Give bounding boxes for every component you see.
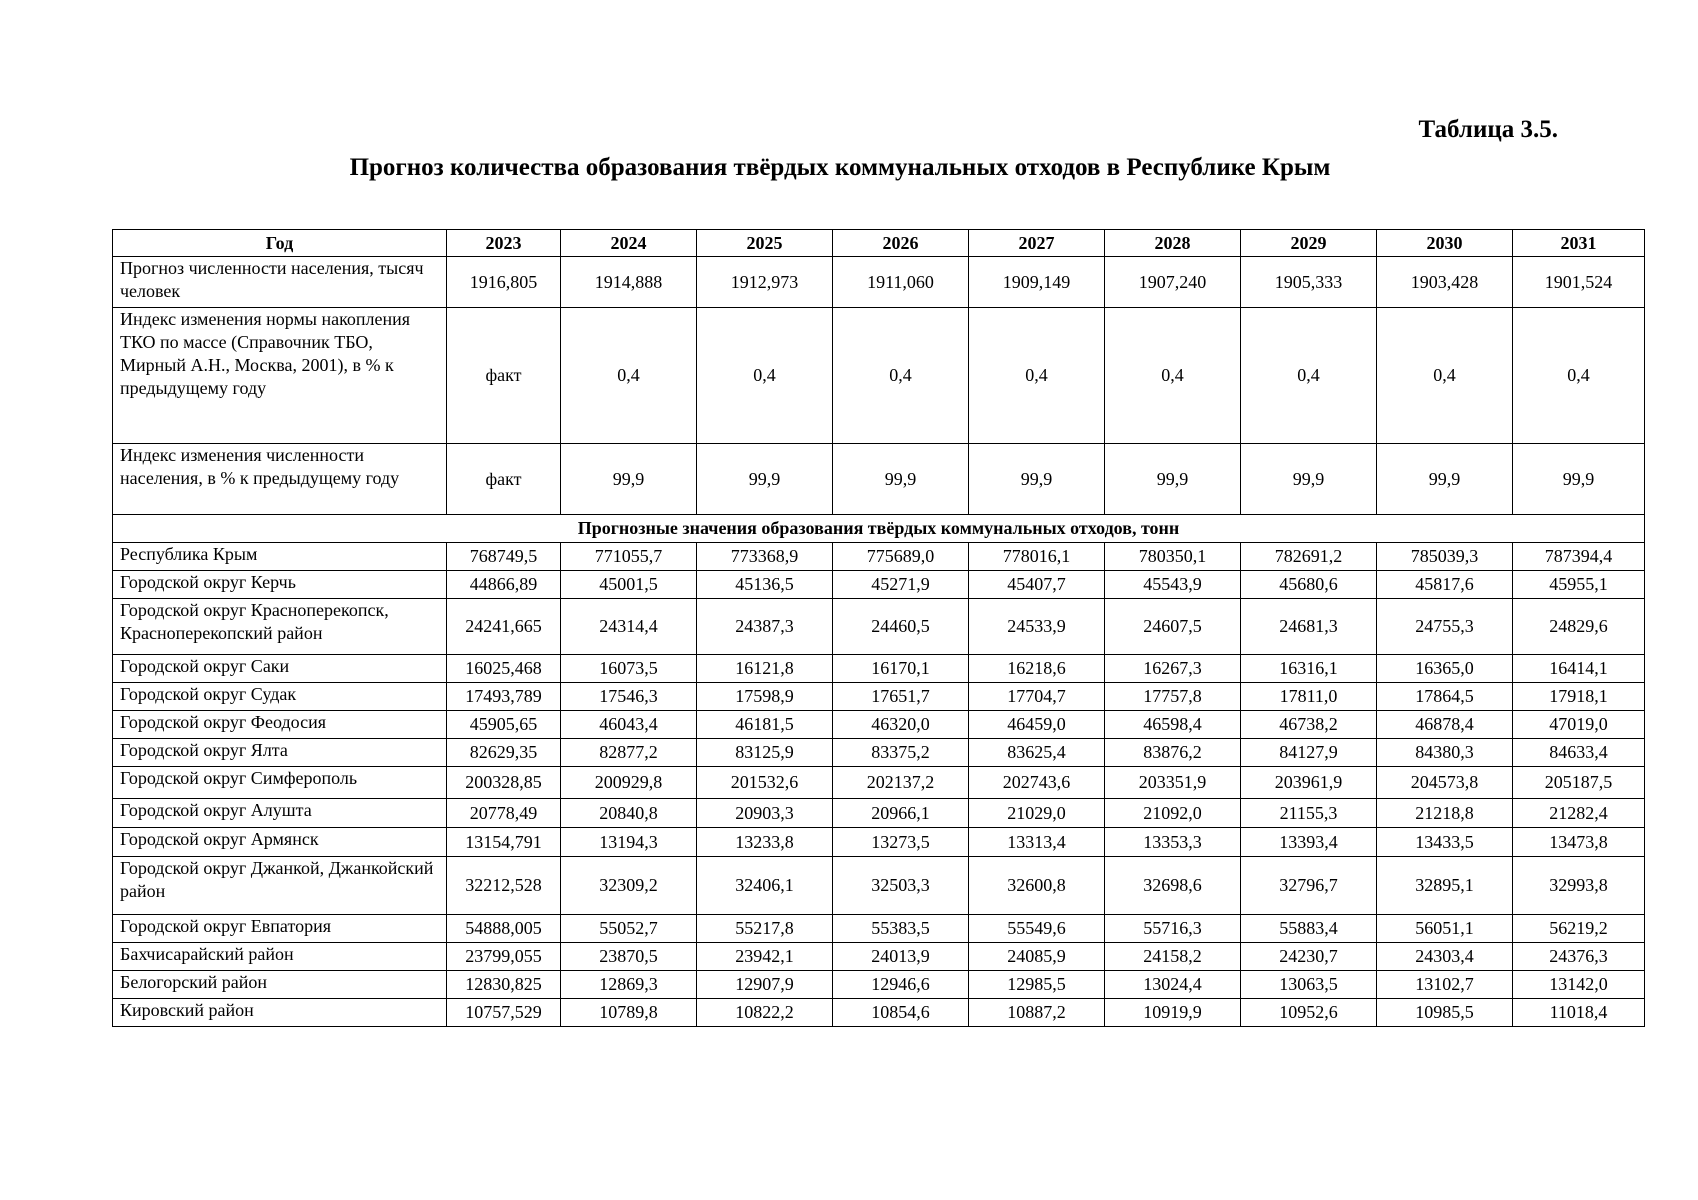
value-cell: 204573,8 [1377, 767, 1513, 799]
value-cell: 1911,060 [833, 257, 969, 308]
row-label: Городской округ Ялта [113, 739, 447, 767]
value-cell: 99,9 [1241, 444, 1377, 515]
value-cell: 205187,5 [1513, 767, 1645, 799]
value-cell: 13313,4 [969, 828, 1105, 857]
value-cell: 45271,9 [833, 571, 969, 599]
row-label: Республика Крым [113, 543, 447, 571]
table-row [113, 971, 1645, 999]
value-cell: 17864,5 [1377, 683, 1513, 711]
parameter-row [113, 257, 1645, 308]
value-cell: 775689,0 [833, 543, 969, 571]
value-cell: 201532,6 [697, 767, 833, 799]
value-cell: 46738,2 [1241, 711, 1377, 739]
value-cell: 200929,8 [561, 767, 697, 799]
value-cell: 46320,0 [833, 711, 969, 739]
value-cell: 13154,791 [447, 828, 561, 857]
header-cell-year: 2026 [833, 230, 969, 257]
value-cell: 16121,8 [697, 655, 833, 683]
value-cell: 21029,0 [969, 799, 1105, 828]
value-cell: 24376,3 [1513, 943, 1645, 971]
table-row [113, 711, 1645, 739]
row-label: Городской округ Армянск [113, 828, 447, 857]
parameter-row [113, 444, 1645, 515]
value-cell: 99,9 [1105, 444, 1241, 515]
value-cell: 16073,5 [561, 655, 697, 683]
value-cell: 0,4 [1105, 308, 1241, 444]
value-cell: 32796,7 [1241, 857, 1377, 915]
value-cell: 13063,5 [1241, 971, 1377, 999]
value-cell: 84633,4 [1513, 739, 1645, 767]
table-row [113, 828, 1645, 857]
value-cell: 17493,789 [447, 683, 561, 711]
header-cell-year: 2027 [969, 230, 1105, 257]
row-label: Белогорский район [113, 971, 447, 999]
value-cell: 0,4 [1377, 308, 1513, 444]
value-cell: 202743,6 [969, 767, 1105, 799]
value-cell: 787394,4 [1513, 543, 1645, 571]
value-cell: 203961,9 [1241, 767, 1377, 799]
value-cell: 83375,2 [833, 739, 969, 767]
value-cell: 12830,825 [447, 971, 561, 999]
value-cell: 99,9 [969, 444, 1105, 515]
value-cell: 17546,3 [561, 683, 697, 711]
value-cell: 782691,2 [1241, 543, 1377, 571]
value-cell: 45817,6 [1377, 571, 1513, 599]
value-cell: 17651,7 [833, 683, 969, 711]
header-cell-year-label: Год [113, 230, 447, 257]
row-label: Городской округ Алушта [113, 799, 447, 828]
value-cell: 12869,3 [561, 971, 697, 999]
value-cell: 768749,5 [447, 543, 561, 571]
value-cell: 56051,1 [1377, 915, 1513, 943]
value-cell: 24460,5 [833, 599, 969, 655]
value-cell: 773368,9 [697, 543, 833, 571]
value-cell: 1909,149 [969, 257, 1105, 308]
value-cell: 46459,0 [969, 711, 1105, 739]
value-cell: 32895,1 [1377, 857, 1513, 915]
row-label: Бахчисарайский район [113, 943, 447, 971]
header-cell-year: 2029 [1241, 230, 1377, 257]
value-cell: 45680,6 [1241, 571, 1377, 599]
header-cell-year: 2025 [697, 230, 833, 257]
value-cell: 21155,3 [1241, 799, 1377, 828]
value-cell: 46043,4 [561, 711, 697, 739]
header-cell-year: 2031 [1513, 230, 1645, 257]
value-cell: 0,4 [833, 308, 969, 444]
value-cell: 99,9 [697, 444, 833, 515]
value-cell: 47019,0 [1513, 711, 1645, 739]
table-row [113, 857, 1645, 915]
value-cell: 32212,528 [447, 857, 561, 915]
value-cell: 46181,5 [697, 711, 833, 739]
value-cell: 13353,3 [1105, 828, 1241, 857]
value-cell: 99,9 [1513, 444, 1645, 515]
table-row [113, 943, 1645, 971]
value-cell: 10789,8 [561, 999, 697, 1027]
value-cell: 32993,8 [1513, 857, 1645, 915]
value-cell: 56219,2 [1513, 915, 1645, 943]
value-cell: 10887,2 [969, 999, 1105, 1027]
value-cell: 32698,6 [1105, 857, 1241, 915]
header-cell-year: 2028 [1105, 230, 1241, 257]
value-cell: 45407,7 [969, 571, 1105, 599]
value-cell: 24314,4 [561, 599, 697, 655]
value-cell: 82877,2 [561, 739, 697, 767]
value-cell: 780350,1 [1105, 543, 1241, 571]
table-row [113, 999, 1645, 1027]
value-cell: 45136,5 [697, 571, 833, 599]
value-cell: 0,4 [1241, 308, 1377, 444]
value-cell: 82629,35 [447, 739, 561, 767]
value-cell: 10919,9 [1105, 999, 1241, 1027]
value-cell: 1903,428 [1377, 257, 1513, 308]
section-title: Прогнозные значения образования твёрдых коммунальных отходов, тонн [113, 515, 1645, 543]
value-cell: 23870,5 [561, 943, 697, 971]
table-row [113, 543, 1645, 571]
value-cell: 24085,9 [969, 943, 1105, 971]
value-cell: 55549,6 [969, 915, 1105, 943]
row-label: Индекс изменения численности населения, в % к предыдущему году [113, 444, 447, 515]
value-cell: факт [447, 308, 561, 444]
value-cell: 24241,665 [447, 599, 561, 655]
value-cell: 23942,1 [697, 943, 833, 971]
value-cell: 24681,3 [1241, 599, 1377, 655]
value-cell: 771055,7 [561, 543, 697, 571]
value-cell: 16267,3 [1105, 655, 1241, 683]
value-cell: 16025,468 [447, 655, 561, 683]
value-cell: 24158,2 [1105, 943, 1241, 971]
value-cell: 16218,6 [969, 655, 1105, 683]
value-cell: 24387,3 [697, 599, 833, 655]
value-cell: 10985,5 [1377, 999, 1513, 1027]
value-cell: 17598,9 [697, 683, 833, 711]
value-cell: 55217,8 [697, 915, 833, 943]
value-cell: 32406,1 [697, 857, 833, 915]
value-cell: 1914,888 [561, 257, 697, 308]
value-cell: 10854,6 [833, 999, 969, 1027]
section-header-row [113, 515, 1645, 543]
value-cell: 785039,3 [1377, 543, 1513, 571]
value-cell: 54888,005 [447, 915, 561, 943]
waste-forecast-table [112, 229, 1645, 1027]
value-cell: 20840,8 [561, 799, 697, 828]
value-cell: 99,9 [1377, 444, 1513, 515]
row-label: Городской округ Феодосия [113, 711, 447, 739]
value-cell: 1912,973 [697, 257, 833, 308]
value-cell: 84380,3 [1377, 739, 1513, 767]
value-cell: 10822,2 [697, 999, 833, 1027]
value-cell: 200328,85 [447, 767, 561, 799]
table-number-label: Таблица 3.5. [1418, 116, 1558, 143]
value-cell: 32503,3 [833, 857, 969, 915]
value-cell: 32600,8 [969, 857, 1105, 915]
value-cell: 45001,5 [561, 571, 697, 599]
table-row [113, 799, 1645, 828]
value-cell: 16365,0 [1377, 655, 1513, 683]
value-cell: 13273,5 [833, 828, 969, 857]
value-cell: 55716,3 [1105, 915, 1241, 943]
value-cell: 1901,524 [1513, 257, 1645, 308]
value-cell: 16170,1 [833, 655, 969, 683]
value-cell: 24755,3 [1377, 599, 1513, 655]
table-row [113, 915, 1645, 943]
value-cell: 12907,9 [697, 971, 833, 999]
value-cell: 46598,4 [1105, 711, 1241, 739]
value-cell: 24829,6 [1513, 599, 1645, 655]
value-cell: 21218,8 [1377, 799, 1513, 828]
value-cell: 10952,6 [1241, 999, 1377, 1027]
value-cell: 12946,6 [833, 971, 969, 999]
value-cell: 10757,529 [447, 999, 561, 1027]
row-label: Городской округ Джанкой, Джанкойский район [113, 857, 447, 915]
value-cell: 24013,9 [833, 943, 969, 971]
value-cell: 46878,4 [1377, 711, 1513, 739]
value-cell: 13433,5 [1377, 828, 1513, 857]
value-cell: 778016,1 [969, 543, 1105, 571]
row-label: Городской округ Судак [113, 683, 447, 711]
value-cell: 83876,2 [1105, 739, 1241, 767]
value-cell: 16316,1 [1241, 655, 1377, 683]
row-label: Городской округ Евпатория [113, 915, 447, 943]
value-cell: 44866,89 [447, 571, 561, 599]
value-cell: 55383,5 [833, 915, 969, 943]
table-row [113, 739, 1645, 767]
value-cell: 20966,1 [833, 799, 969, 828]
header-cell-year: 2030 [1377, 230, 1513, 257]
table-row [113, 599, 1645, 655]
header-row [113, 230, 1645, 257]
value-cell: 13393,4 [1241, 828, 1377, 857]
header-cell-year: 2024 [561, 230, 697, 257]
value-cell: 21092,0 [1105, 799, 1241, 828]
value-cell: 24607,5 [1105, 599, 1241, 655]
value-cell: 17757,8 [1105, 683, 1241, 711]
value-cell: 17918,1 [1513, 683, 1645, 711]
value-cell: 202137,2 [833, 767, 969, 799]
value-cell: 12985,5 [969, 971, 1105, 999]
row-label: Городской округ Симферополь [113, 767, 447, 799]
value-cell: 13473,8 [1513, 828, 1645, 857]
value-cell: 99,9 [561, 444, 697, 515]
row-label: Городской округ Саки [113, 655, 447, 683]
value-cell: 83625,4 [969, 739, 1105, 767]
value-cell: 1907,240 [1105, 257, 1241, 308]
row-label: Городской округ Красноперекопск, Красноперекопский район [113, 599, 447, 655]
table-row [113, 571, 1645, 599]
parameter-row [113, 308, 1645, 444]
document-title: Прогноз количества образования твёрдых коммунальных отходов в Республике Крым [349, 154, 1331, 181]
table-row [113, 683, 1645, 711]
value-cell: 0,4 [969, 308, 1105, 444]
value-cell: 20778,49 [447, 799, 561, 828]
value-cell: 1905,333 [1241, 257, 1377, 308]
value-cell: 13194,3 [561, 828, 697, 857]
value-cell: 99,9 [833, 444, 969, 515]
value-cell: 13233,8 [697, 828, 833, 857]
value-cell: 13142,0 [1513, 971, 1645, 999]
value-cell: 1916,805 [447, 257, 561, 308]
value-cell: 16414,1 [1513, 655, 1645, 683]
header-cell-year: 2023 [447, 230, 561, 257]
value-cell: 84127,9 [1241, 739, 1377, 767]
value-cell: 24533,9 [969, 599, 1105, 655]
value-cell: 83125,9 [697, 739, 833, 767]
value-cell: 0,4 [561, 308, 697, 444]
value-cell: 11018,4 [1513, 999, 1645, 1027]
value-cell: 20903,3 [697, 799, 833, 828]
table-row [113, 655, 1645, 683]
value-cell: 45955,1 [1513, 571, 1645, 599]
value-cell: 0,4 [1513, 308, 1645, 444]
value-cell: 203351,9 [1105, 767, 1241, 799]
value-cell: факт [447, 444, 561, 515]
value-cell: 17811,0 [1241, 683, 1377, 711]
value-cell: 55052,7 [561, 915, 697, 943]
value-cell: 24230,7 [1241, 943, 1377, 971]
value-cell: 13024,4 [1105, 971, 1241, 999]
row-label: Индекс изменения нормы накопления ТКО по массе (Справочник ТБО, Мирный А.Н., Москва, 2001), в % к предыдущему году [113, 308, 447, 444]
value-cell: 45905,65 [447, 711, 561, 739]
value-cell: 32309,2 [561, 857, 697, 915]
value-cell: 13102,7 [1377, 971, 1513, 999]
value-cell: 17704,7 [969, 683, 1105, 711]
row-label: Городской округ Керчь [113, 571, 447, 599]
table-row [113, 767, 1645, 799]
value-cell: 55883,4 [1241, 915, 1377, 943]
value-cell: 21282,4 [1513, 799, 1645, 828]
value-cell: 23799,055 [447, 943, 561, 971]
value-cell: 45543,9 [1105, 571, 1241, 599]
value-cell: 0,4 [697, 308, 833, 444]
row-label: Кировский район [113, 999, 447, 1027]
value-cell: 24303,4 [1377, 943, 1513, 971]
row-label: Прогноз численности населения, тысяч человек [113, 257, 447, 308]
